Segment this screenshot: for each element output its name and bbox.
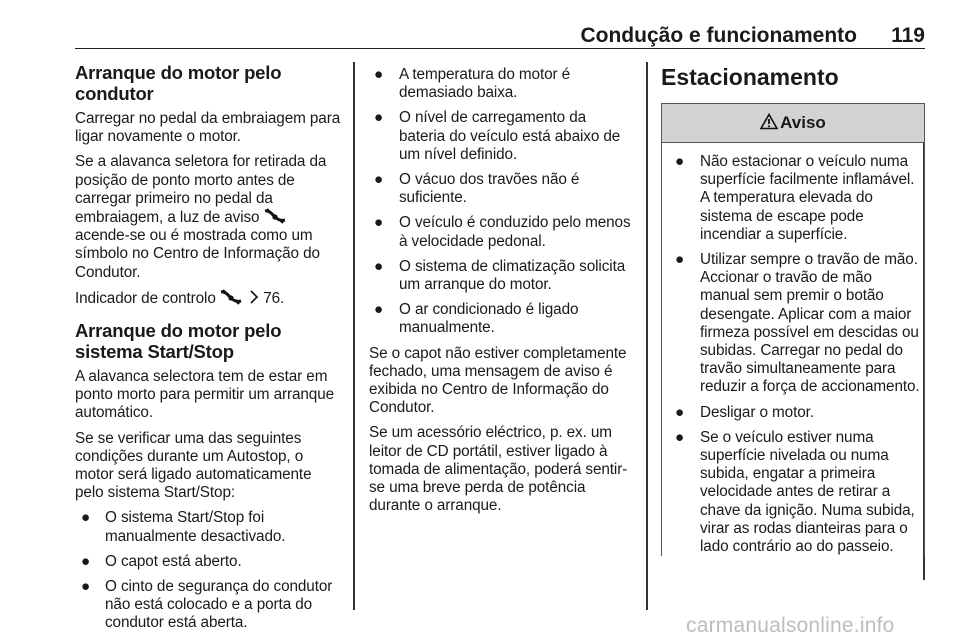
paragraph-clutch: Carregar no pedal da embraiagem para ligar novamente o motor.	[75, 110, 341, 146]
page-reference-icon	[249, 290, 259, 304]
heading-start-stop: Arranque do motor pelo sistema Start/Stop	[75, 320, 282, 363]
list-item: ● O sistema Start/Stop foi manualmente desactivado.	[81, 509, 286, 545]
list-item: ● Se o veículo estiver numa superfície nivelada ou numa subida, engatar a primeira velocidade antes de retirar a chave da ignição. Numa subida, virar as rodas dianteiras para o lado contrário ao do passeio.	[675, 428, 915, 556]
page-reference-link[interactable]: 76.	[263, 289, 285, 307]
column-2	[369, 66, 634, 522]
paragraph-neutral: A alavanca selectora tem de estar em ponto morto para permitir um arranque automático.	[75, 368, 335, 422]
list-item: ● O ar condicionado é ligado manualmente.	[374, 301, 579, 337]
watermark: carmanualsonline.info	[686, 614, 895, 637]
steering-wheel-indicator-icon	[220, 289, 242, 305]
page-header	[75, 14, 925, 49]
column-1	[75, 62, 343, 640]
paragraph-accessory: Se um acessório eléctrico, p. ex. um leitor de CD portátil, estiver ligado à tomada de alimentação, poderá sentir-se uma breve perda de potência durante o arranque.	[369, 424, 628, 515]
list-item: ● O capot está aberto.	[81, 552, 242, 570]
steering-wheel-warning-icon	[264, 208, 286, 224]
warning-body	[662, 143, 924, 556]
list-item: ● O sistema de climatização solicita um arranque do motor.	[374, 257, 626, 294]
column-divider-2	[646, 62, 648, 610]
paragraph-bonnet: Se o capot não estiver completamente fechado, uma mensagem de aviso é exibida no Centro de Informação do Condutor.	[369, 344, 627, 417]
list-item: ● Não estacionar o veículo numa superfície facilmente inflamável. A temperatura elevada do sistema de escape pode incendiar a superfície.	[675, 153, 915, 243]
column-3	[661, 62, 925, 563]
page-number: 119	[891, 24, 925, 47]
conditions-list-2	[369, 66, 634, 338]
column-divider-1	[353, 62, 355, 610]
warning-box	[661, 103, 925, 556]
warning-title: Aviso	[780, 113, 826, 132]
warning-triangle-icon	[760, 113, 778, 130]
heading-parking: Estacionamento	[661, 64, 839, 90]
list-item: ● O nível de carregamento da bateria do veículo está abaixo de um nível definido.	[374, 109, 621, 163]
warning-header	[662, 104, 924, 143]
paragraph-control-indicator: Indicador de controlo 76.	[75, 289, 285, 307]
list-item: ● O cinto de segurança do condutor não está colocado e a porta do condutor está aberta.	[81, 578, 333, 632]
list-item: ● Utilizar sempre o travão de mão. Accionar o travão de mão manual sem premir o botão desengate. Aplicar com a maior firmeza possível em descidas ou subidas. Carregar no pedal do travão simultaneamente para reduzir a força de accionamento.	[675, 251, 920, 396]
conditions-list-1	[75, 509, 343, 632]
list-item: ● Desligar o motor.	[675, 403, 814, 421]
heading-driver-start: Arranque do motor pelo condutor	[75, 62, 282, 104]
list-item: ● O veículo é conduzido pelo menos à velocidade pedonal.	[374, 214, 631, 250]
paragraph-conditions: Se se verificar uma das seguintes condições durante um Autostop, o motor será ligado automaticamente pelo sistema Start/Stop:	[75, 429, 312, 502]
parking-warning-list	[670, 153, 920, 556]
paragraph-selector-lever: Se a alavanca seletora for retirada da posição de ponto morto antes de carregar primeiro no pedal da embraiagem, a luz de aviso acende-se ou é mostrada como um símbolo no Centro de Informação do Condutor.	[75, 153, 327, 281]
chapter-title: Condução e funcionamento	[580, 24, 857, 47]
list-item: ● A temperatura do motor é demasiado baixa.	[374, 66, 571, 102]
list-item: ● O vácuo dos travões não é suficiente.	[374, 171, 580, 207]
